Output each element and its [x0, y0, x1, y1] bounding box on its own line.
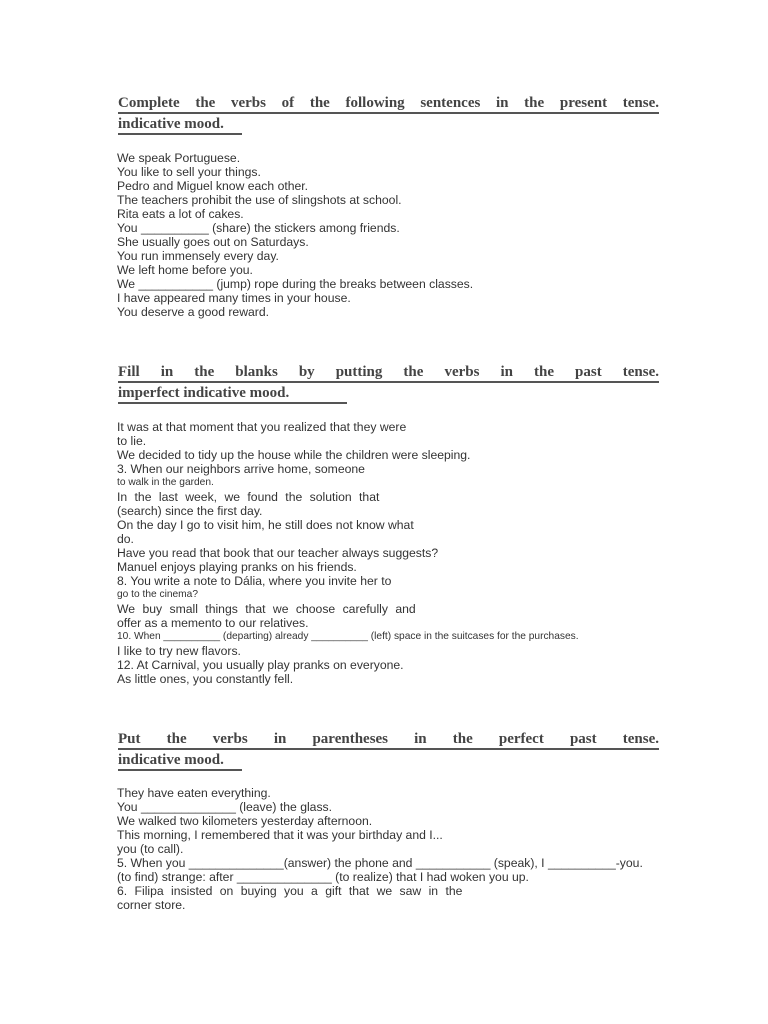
- sentence-line: We walked two kilometers yesterday afternoon.: [117, 814, 373, 828]
- sentence-line: We decided to tidy up the house while the children were sleeping.: [117, 448, 471, 462]
- sentence-line: You ______________ (leave) the glass.: [117, 800, 333, 814]
- sentence-line: We speak Portuguese.: [117, 151, 241, 165]
- sentence-line: go to the cinema?: [117, 589, 198, 600]
- sentence-line: 10. When __________ (departing) already __________ (left) space in the suitcases for the purchases.: [117, 631, 579, 642]
- sentence-line: 8. You write a note to Dália, where you invite her to: [117, 574, 392, 588]
- sentence-line: 12. At Carnival, you usually play pranks on everyone.: [117, 658, 404, 672]
- sentence-line: 3. When our neighbors arrive home, someone: [117, 462, 365, 476]
- sentence-line: Rita eats a lot of cakes.: [117, 207, 244, 221]
- sentence-line: We ___________ (jump) rope during the breaks between classes.: [117, 277, 474, 291]
- sentence-line: (to find) strange: after ______________ (to realize) that I had woken you up.: [117, 870, 529, 884]
- sentence-line: We left home before you.: [117, 263, 253, 277]
- sentence-line: Pedro and Miguel know each other.: [117, 179, 309, 193]
- section3-heading-line2: indicative mood.: [118, 751, 242, 771]
- section2-heading-line1: Fill in the blanks by putting the verbs in the past tense.: [118, 363, 659, 383]
- section2-heading-line2: imperfect indicative mood.: [118, 384, 347, 404]
- sentence-line: On the day I go to visit him, he still does not know what: [117, 518, 414, 532]
- section3-heading: [118, 730, 659, 771]
- sentence-line: In the last week, we found the solution that: [117, 490, 380, 504]
- sentence-line: Have you read that book that our teacher always suggests?: [117, 546, 439, 560]
- sentence-line: You deserve a good reward.: [117, 305, 269, 319]
- sentence-line: to walk in the garden.: [117, 477, 214, 488]
- sentence-line: She usually goes out on Saturdays.: [117, 235, 309, 249]
- sentence-line: offer as a memento to our relatives.: [117, 616, 309, 630]
- sentence-line: corner store.: [117, 898, 186, 912]
- sentence-line: The teachers prohibit the use of slingshots at school.: [117, 193, 402, 207]
- sentence-line: Manuel enjoys playing pranks on his friends.: [117, 560, 357, 574]
- section1-heading-line2: indicative mood.: [118, 115, 242, 135]
- sentence-line: They have eaten everything.: [117, 786, 271, 800]
- sentence-line: It was at that moment that you realized that they were: [117, 420, 407, 434]
- sentence-line: you (to call).: [117, 842, 184, 856]
- sentence-line: to lie.: [117, 434, 147, 448]
- section2-sentences: [117, 420, 677, 686]
- sentence-line: do.: [117, 532, 134, 546]
- sentence-line: You run immensely every day.: [117, 249, 279, 263]
- section2-heading: [118, 363, 659, 404]
- sentence-line: This morning, I remembered that it was your birthday and I...: [117, 828, 443, 842]
- section1-sentences: [117, 151, 677, 319]
- sentence-line: 5. When you ______________(answer) the phone and ___________ (speak), I __________-you.: [117, 856, 643, 870]
- sentence-line: You __________ (share) the stickers among friends.: [117, 221, 400, 235]
- sentence-line: 6. Filipa insisted on buying you a gift that we saw in the: [117, 884, 463, 898]
- sentence-line: As little ones, you constantly fell.: [117, 672, 294, 686]
- sentence-line: You like to sell your things.: [117, 165, 261, 179]
- sentence-line: I like to try new flavors.: [117, 644, 241, 658]
- sentence-line: We buy small things that we choose carefully and: [117, 602, 416, 616]
- section3-heading-line1: Put the verbs in parentheses in the perfect past tense.: [118, 730, 659, 750]
- section1-heading: [118, 94, 659, 135]
- sentence-line: I have appeared many times in your house.: [117, 291, 351, 305]
- sentence-line: (search) since the first day.: [117, 504, 263, 518]
- section1-heading-line1: Complete the verbs of the following sentences in the present tense.: [118, 94, 659, 114]
- section3-sentences: [117, 786, 677, 912]
